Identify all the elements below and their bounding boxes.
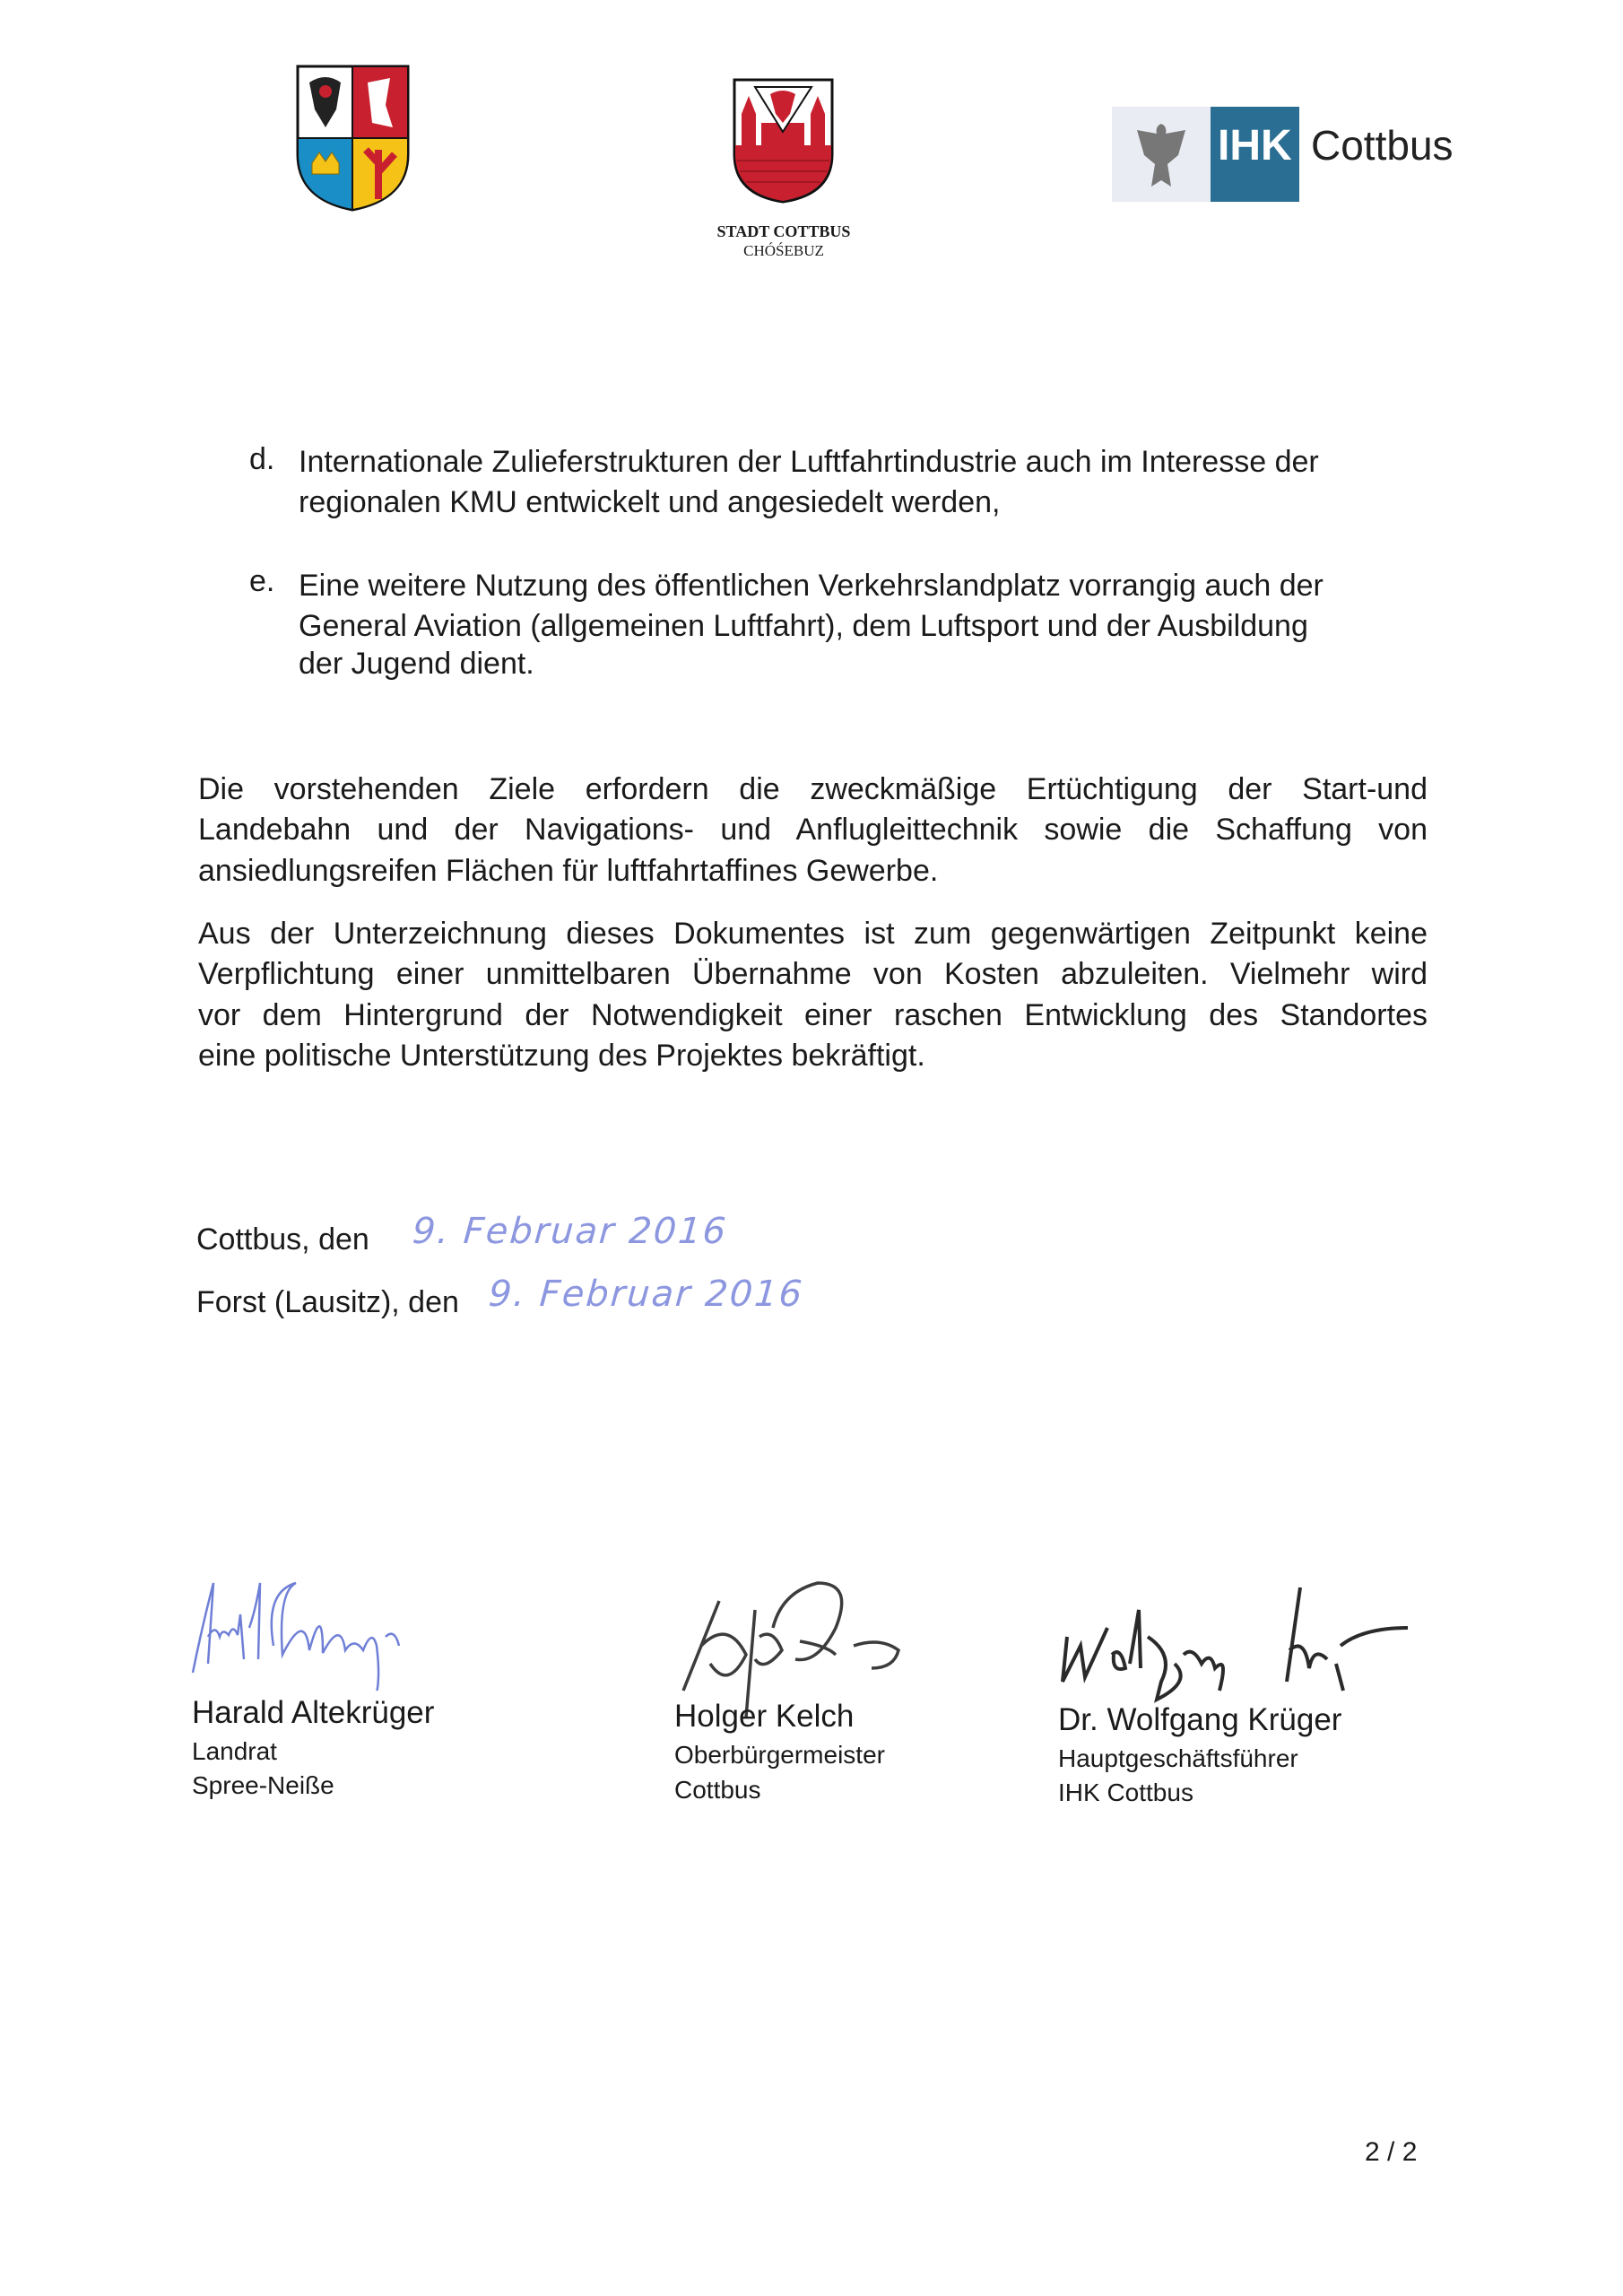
- place-cottbus-label: Cottbus, den: [196, 1222, 369, 1257]
- place-forst-label: Forst (Lausitz), den: [196, 1285, 459, 1319]
- paragraph-line: Die vorstehenden Ziele erfordern die zweckmäßige Ertüchtigung der Start-und: [198, 772, 1428, 806]
- paragraph-line: eine politische Unterstützung des Projektes bekräftigt.: [198, 1039, 925, 1073]
- signatory-org: IHK Cottbus: [1058, 1779, 1193, 1806]
- list-text-line: regionalen KMU entwickelt und angesiedelt werden,: [299, 485, 1001, 519]
- signatory-name: Dr. Wolfgang Krüger: [1058, 1702, 1342, 1737]
- list-text-line: Eine weitere Nutzung des öffentlichen Verkehrslandplatz vorrangig auch der: [299, 569, 1324, 603]
- signatory-name: Holger Kelch: [674, 1699, 855, 1734]
- paragraph-line: vor dem Hintergrund der Notwendigkeit einer raschen Entwicklung des Standortes: [198, 998, 1428, 1032]
- list-marker: e.: [249, 564, 275, 598]
- signature-kelch: [674, 1574, 916, 1718]
- signature-altekrueger: [188, 1574, 493, 1691]
- ihk-label: IHK: [1218, 122, 1292, 170]
- ihk-cottbus-logo: [1112, 107, 1454, 202]
- page-number: 2 / 2: [1365, 2137, 1418, 2167]
- handwritten-date-forst: 9. Februar 2016: [487, 1274, 805, 1315]
- spree-neisse-coat-of-arms-logo: [296, 65, 410, 212]
- paragraph-line: Landebahn und der Navigations- und Anflugleittechnik sowie die Schaffung von: [198, 813, 1428, 847]
- list-text-line: General Aviation (allgemeinen Luftfahrt), dem Luftsport und der Ausbildung: [299, 609, 1308, 643]
- signatory-org: Spree-Neiße: [192, 1771, 334, 1799]
- list-text-line: Internationale Zulieferstrukturen der Luftfahrtindustrie auch im Interesse der: [299, 445, 1319, 479]
- signatory-title: Landrat: [192, 1737, 277, 1765]
- handwritten-date-cottbus: 9. Februar 2016: [411, 1211, 729, 1252]
- paragraph-line: Aus der Unterzeichnung dieses Dokumentes ist zum gegenwärtigen Zeitpunkt keine: [198, 917, 1428, 951]
- signatory-name: Harald Altekrüger: [192, 1695, 435, 1730]
- eagle-icon: [1132, 119, 1191, 191]
- signature-krueger: [1058, 1583, 1417, 1709]
- list-marker: d.: [249, 442, 275, 476]
- chosebuz-label: CHÓŚEBUZ: [743, 242, 824, 259]
- stadt-cottbus-coat-of-arms-logo: [733, 78, 834, 204]
- list-text-line: der Jugend dient.: [299, 647, 534, 681]
- paragraph-line: ansiedlungsreifen Flächen für luftfahrtaffines Gewerbe.: [198, 854, 939, 888]
- paragraph-line: Verpflichtung einer unmittelbaren Übernahme von Kosten abzuleiten. Vielmehr wird: [198, 957, 1428, 991]
- signatory-org: Cottbus: [674, 1776, 761, 1804]
- signatory-title: Oberbürgermeister: [674, 1741, 885, 1769]
- signatory-title: Hauptgeschäftsführer: [1058, 1744, 1298, 1772]
- ihk-city-label: Cottbus: [1311, 122, 1454, 169]
- stadt-cottbus-label: STADT COTTBUS: [716, 222, 851, 240]
